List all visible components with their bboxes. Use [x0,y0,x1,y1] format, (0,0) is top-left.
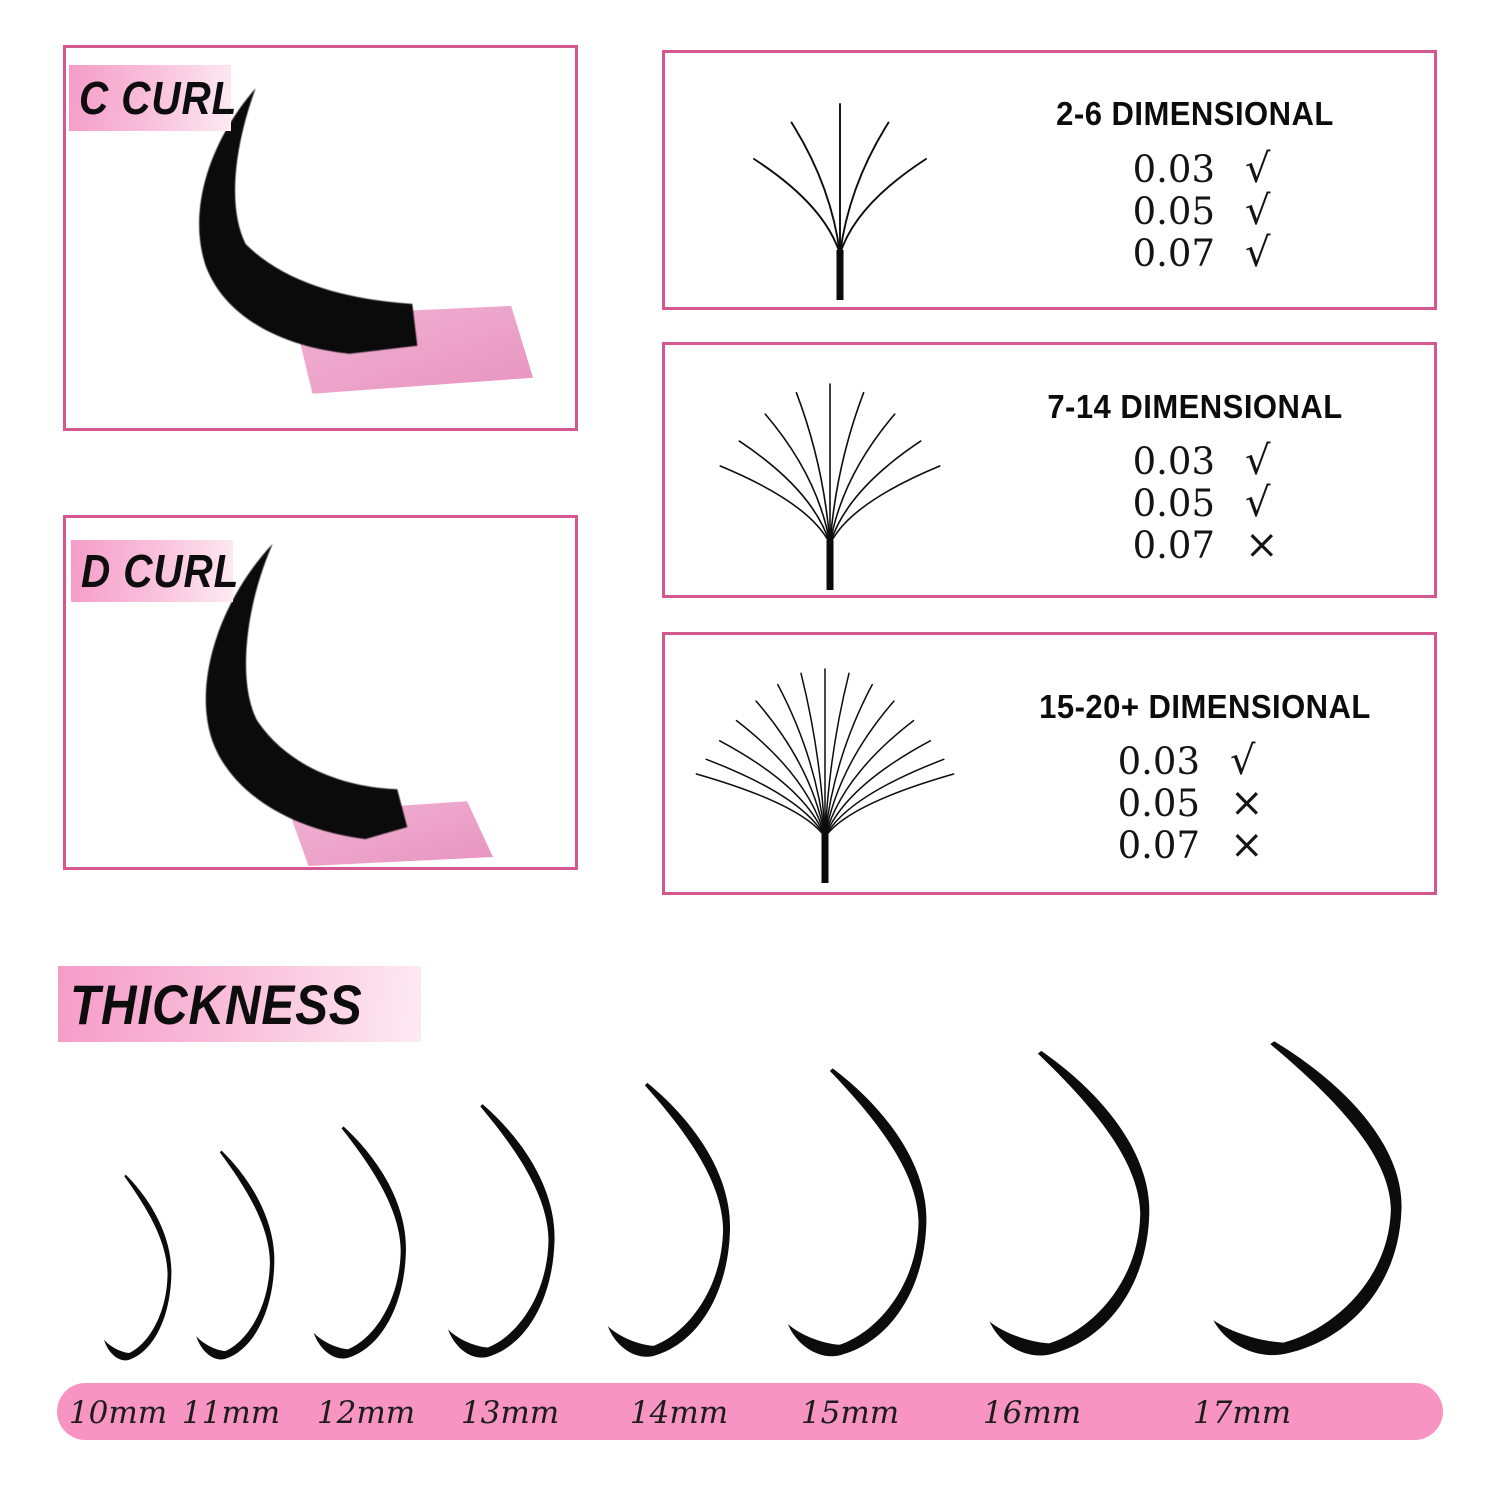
thickness-value: 0.07 [1132,231,1215,275]
thickness-value: 0.03 [1132,439,1215,483]
thickness-option-row [1090,824,1280,866]
cross-mark: × [1230,780,1264,826]
dimensional-title: 2-6 DIMENSIONAL [1056,95,1334,132]
dimensional-title: 7-14 DIMENSIONAL [1047,388,1343,425]
check-mark: √ [1245,146,1271,192]
c-curl-panel [63,45,578,431]
cross-mark: × [1245,522,1279,568]
c-curl-lash [199,88,417,353]
length-lash-12mm [285,1118,415,1368]
check-mark: √ [1230,738,1256,784]
fan-illustration-15-20 [675,645,975,885]
length-lash-10mm [83,1168,178,1368]
thickness-value: 0.07 [1117,823,1200,867]
length-lash-14mm [570,1073,742,1368]
fan-illustration-2-6 [690,62,990,302]
length-lash-15mm [745,1058,940,1368]
thickness-options-7-14 [1105,440,1295,566]
thickness-option-row [1105,440,1295,482]
thickness-option-row [1090,782,1280,824]
thickness-label-text: THICKNESS [70,972,363,1036]
c-curl-label-text: C CURL [79,72,238,124]
check-mark: √ [1245,438,1271,484]
check-mark: √ [1245,480,1271,526]
length-label-16mm: 16mm [982,1395,1082,1431]
thickness-value: 0.03 [1132,147,1215,191]
thickness-option-row [1105,482,1295,524]
length-label-17mm: 17mm [1192,1395,1292,1431]
length-lash-16mm [940,1040,1165,1368]
thickness-option-row [1105,190,1295,232]
length-label-10mm: 10mm [68,1395,168,1431]
length-label-12mm: 12mm [316,1395,416,1431]
thickness-value: 0.05 [1132,189,1215,233]
dimensional-title: 15-20+ DIMENSIONAL [1039,688,1371,725]
length-label-14mm: 14mm [629,1395,729,1431]
length-label-11mm: 11mm [181,1395,281,1431]
thickness-value: 0.05 [1132,481,1215,525]
cross-mark: × [1230,822,1264,868]
lash-length-comparison [0,1000,1500,1380]
d-curl-label-text: D CURL [81,545,240,597]
d-curl-label [71,540,240,602]
length-lash-11mm [172,1143,282,1368]
check-mark: √ [1245,230,1271,276]
length-label-15mm: 15mm [800,1395,900,1431]
thickness-options-2-6 [1105,148,1295,274]
thickness-options-15-20 [1090,740,1280,866]
fan-illustration-7-14 [680,352,980,592]
d-curl-panel [63,515,578,870]
thickness-value: 0.05 [1117,781,1200,825]
thickness-option-row [1105,148,1295,190]
thickness-value: 0.07 [1132,523,1215,567]
thickness-option-row [1105,524,1295,566]
check-mark: √ [1245,188,1271,234]
length-label-13mm: 13mm [460,1395,560,1431]
c-curl-label [69,65,238,131]
length-lash-17mm [1155,1030,1420,1368]
thickness-value: 0.03 [1117,739,1200,783]
length-lash-13mm [415,1095,565,1368]
thickness-option-row [1105,232,1295,274]
thickness-option-row [1090,740,1280,782]
